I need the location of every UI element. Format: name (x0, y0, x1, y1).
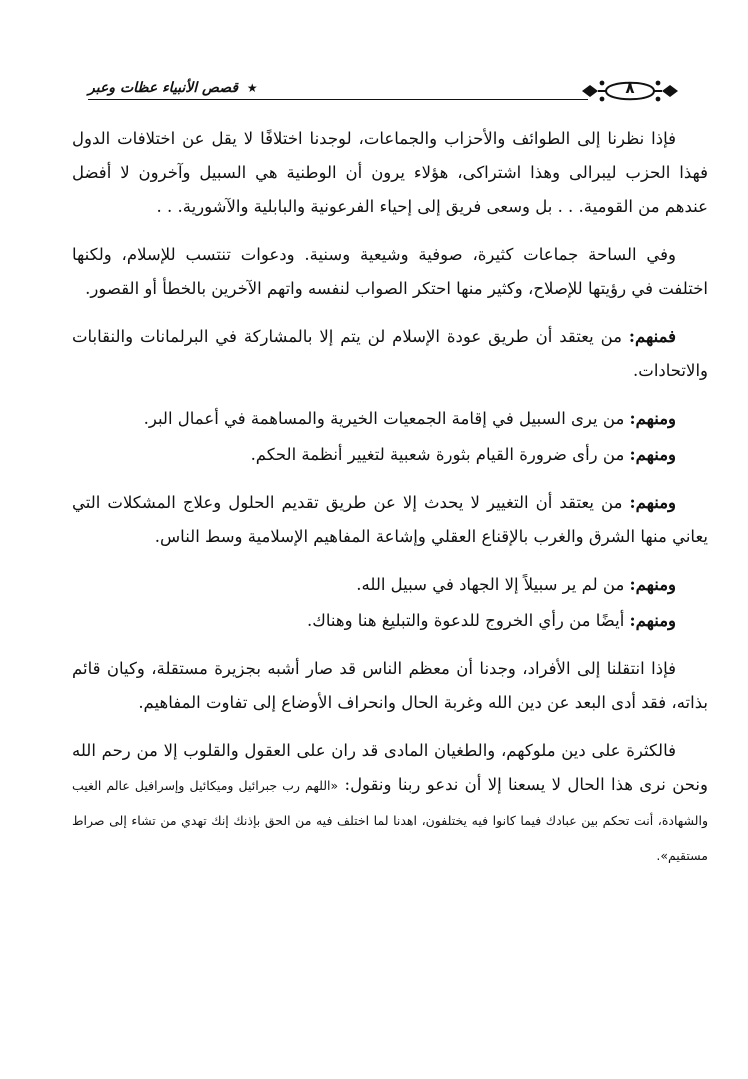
paragraph (72, 438, 708, 472)
paragraph (72, 568, 708, 602)
paragraph (72, 486, 708, 554)
list-text: من لم ير سبيلاً إلا الجهاد في سبيل الله. (356, 575, 630, 594)
header-rule (88, 99, 588, 100)
paragraph (72, 402, 708, 436)
list-text: من رأى ضرورة القيام بثورة شعبية لتغيير أنظمة الحكم. (250, 445, 630, 464)
list-text: من يعتقد أن طريق عودة الإسلام لن يتم إلا بالمشاركة في البرلمانات والنقابات والاتحادات. (72, 327, 708, 380)
list-text: أيضًا من رأي الخروج للدعوة والتبليغ هنا وهناك. (307, 611, 630, 630)
paragraph (72, 320, 708, 388)
list-label: فمنهم: (628, 327, 676, 346)
paragraph: فإذا نظرنا إلى الطوائف والأحزاب والجماعات، لوجدنا اختلافًا لا يقل عن اختلافات الدول فهذا الحزب ليبرالى وهذا اشتراكى، هؤلاء يرون أن الوطنية هي السبيل وآخرون لا أفضل عندهم من القومية. . . بل وسعى فريق إلى إحياء الفرعونية والبابلية والآشورية. . . (72, 129, 708, 216)
paragraph: وفي الساحة جماعات كثيرة، صوفية وشيعية وسنية. ودعوات تنتسب للإسلام، ولكنها اختلفت في رؤيتها للإصلاح، وكثير منها احتكر الصواب لنفسه واتهم الآخرين بالخطأ أو القصور. (72, 245, 708, 298)
paragraph (72, 604, 708, 638)
book-title-text: قصص الأنبياء عظات وعبر (88, 80, 239, 96)
paragraph: فإذا انتقلنا إلى الأفراد، وجدنا أن معظم الناس قد صار أشبه بجزيرة مستقلة، وكيان قائم بذاته، فقد أدى البعد عن دين الله وغربة الحال وانحراف الأوضاع إلى تفاوت المفاهيم. (72, 659, 708, 712)
page-number-ornament (580, 74, 680, 108)
list-label: ومنهم: (629, 575, 676, 594)
list-label: ومنهم: (629, 445, 676, 464)
page-body (72, 122, 708, 887)
list-text: من يعتقد أن التغيير لا يحدث إلا عن طريق تقديم الحلول وعلاج المشكلات التي يعاني منها الشرق والغرب بالإقناع العقلي وإشاعة المفاهيم الإسلامية وسط الناس. (72, 493, 708, 546)
page-number: ٨ (625, 79, 635, 97)
star-icon: ★ (246, 81, 258, 95)
hadith-quote: «اللهم رب جبرائيل وميكائيل وإسرافيل عالم الغيب والشهادة، أنت تحكم بين عبادك فيما كانوا فيه يختلفون، اهدنا لما اختلف فيه من الحق بإذنك إنك تهدي من تشاء إلى صراط مستقيم». (72, 778, 708, 863)
list-label: ومنهم: (629, 493, 676, 512)
paragraph-text: فالكثرة على دين ملوكهم، والطغيان المادى قد ران على العقول والقلوب إلا من رحم الله ونحن نرى هذا الحال لا يسعنا إلا أن ندعو ربنا ونقول: (72, 741, 708, 794)
list-label: ومنهم: (629, 409, 676, 428)
running-title (88, 80, 258, 96)
page-header (40, 74, 708, 114)
list-text: من يرى السبيل في إقامة الجمعيات الخيرية والمساهمة في أعمال البر. (143, 409, 630, 428)
list-label: ومنهم: (629, 611, 676, 630)
paragraph (72, 734, 708, 873)
